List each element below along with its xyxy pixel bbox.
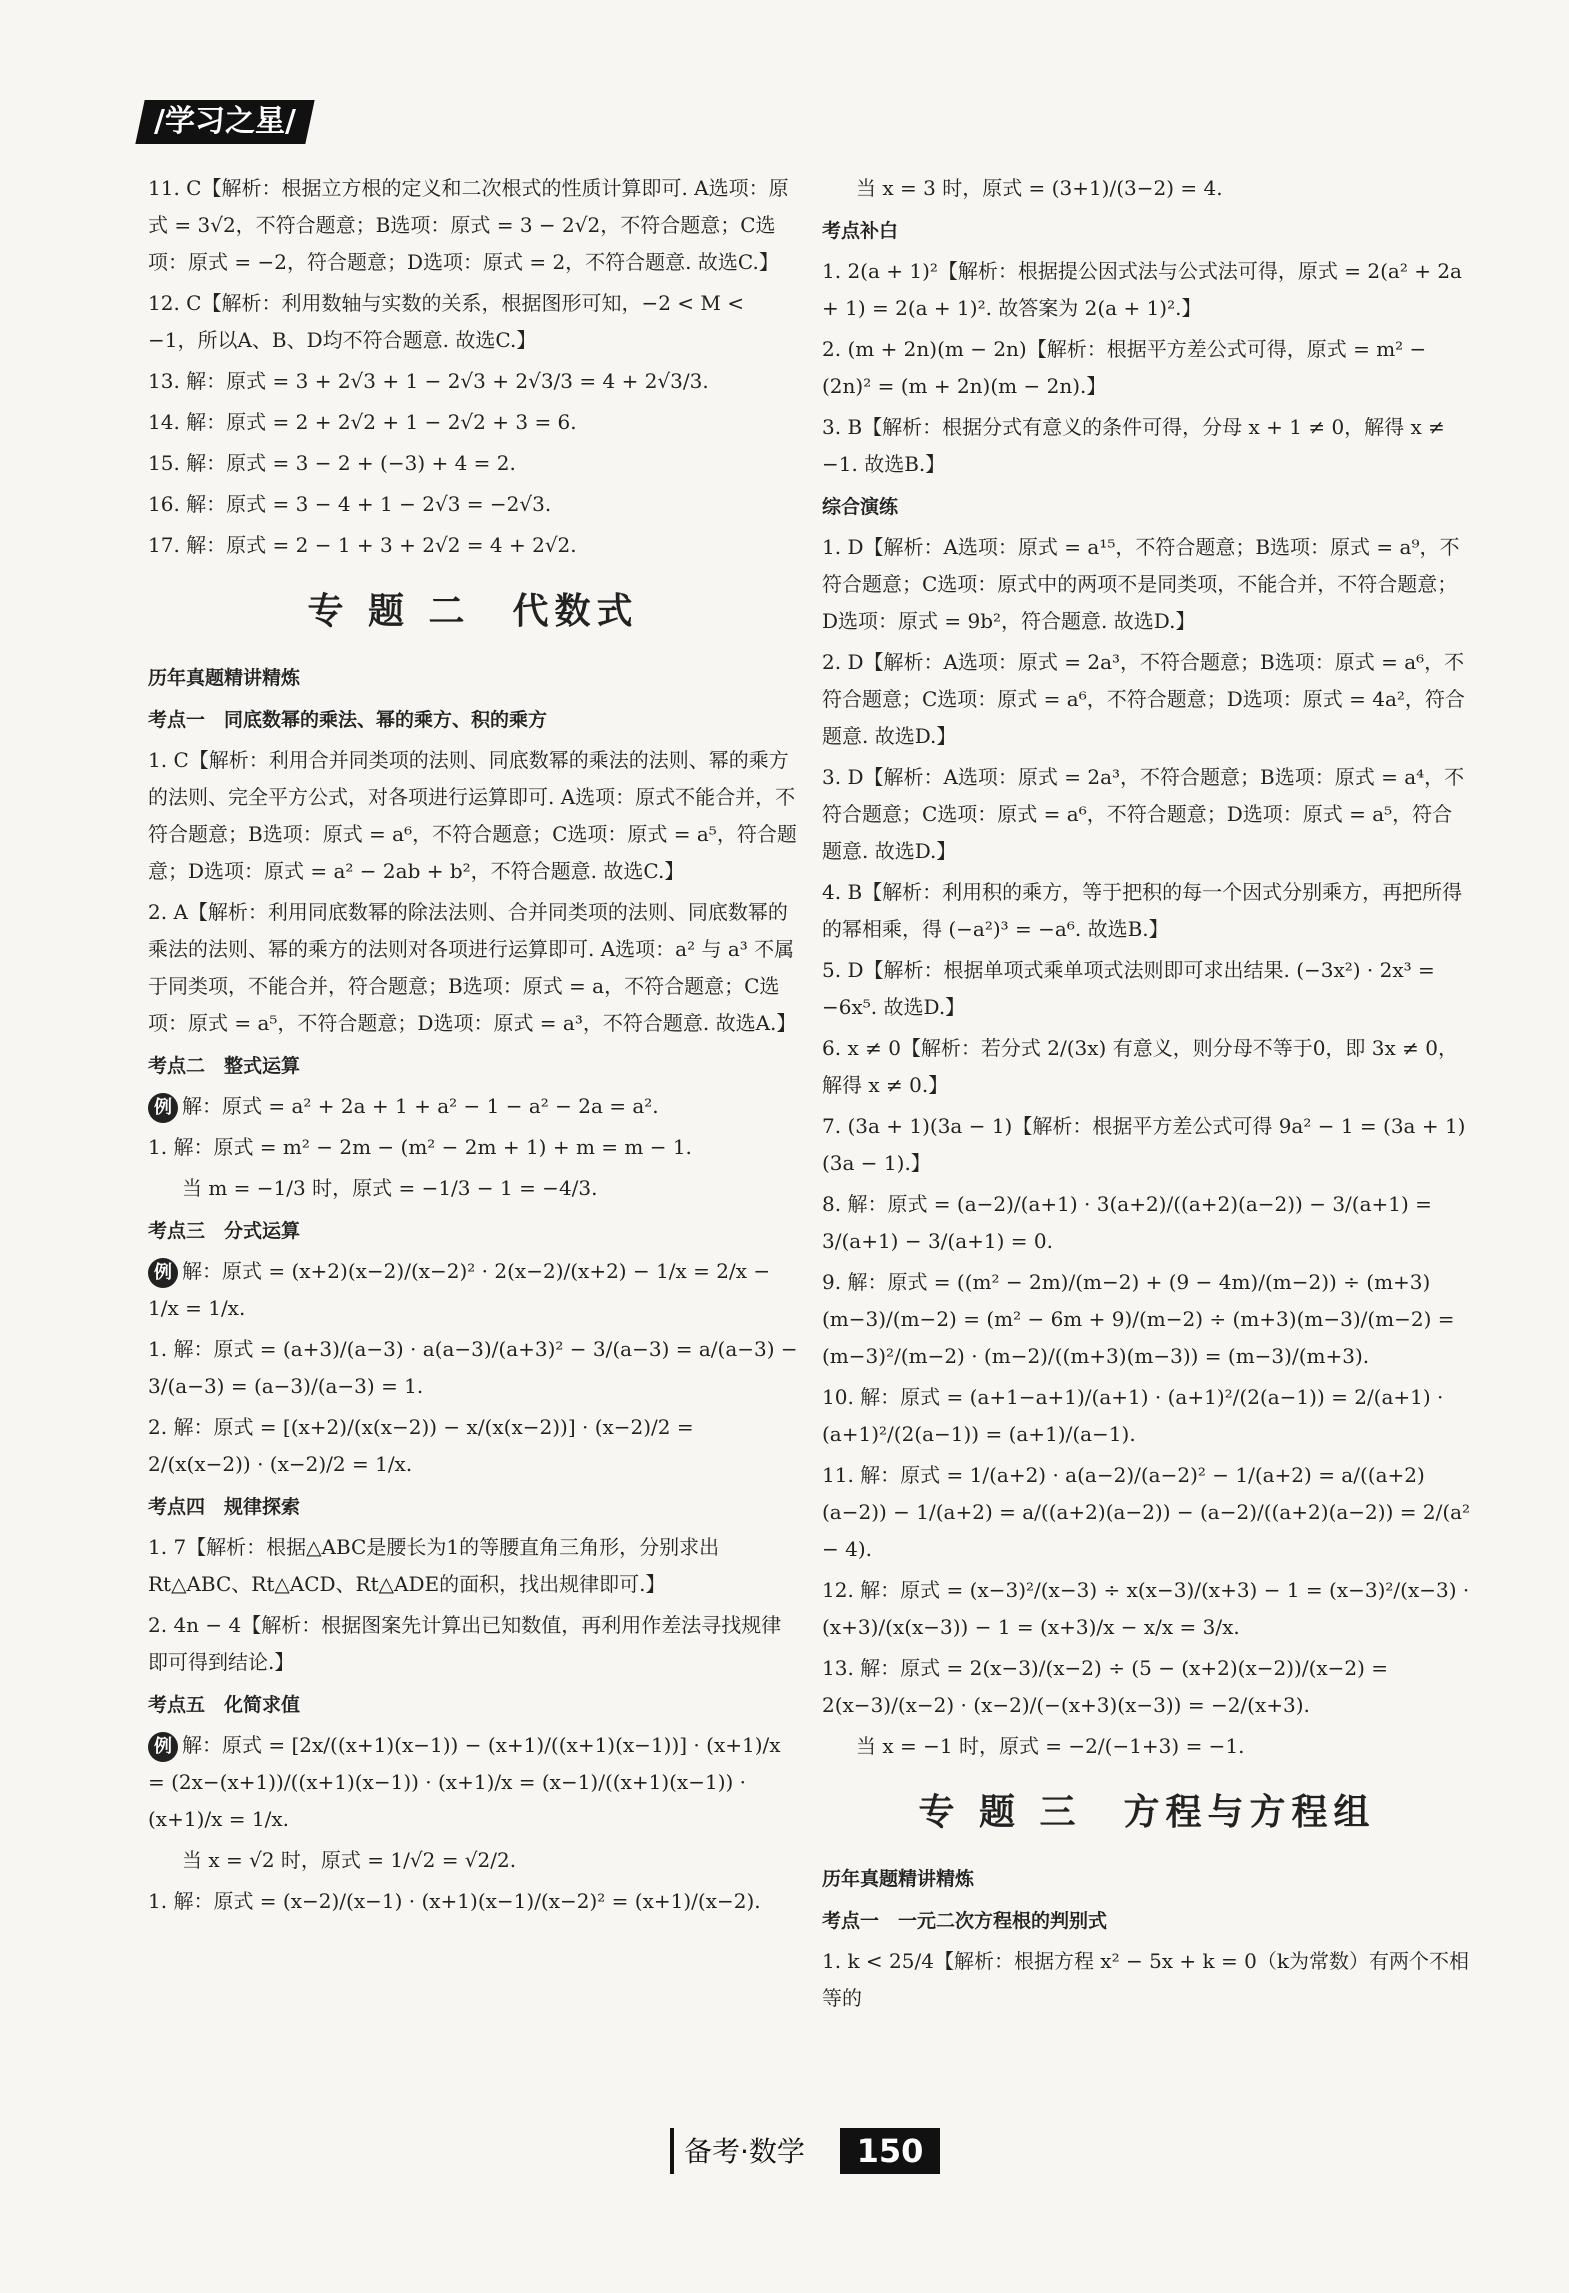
answer-item: 1. 解：原式 = m² − 2m − (m² − 2m + 1) + m = m − 1. — [148, 1135, 692, 1159]
footer-label: 备考·数学 — [684, 2135, 805, 2168]
answer-item: 当 x = −1 时，原式 = −2/(−1+3) = −1. — [856, 1734, 1245, 1758]
answer-item: 13. 解：原式 = 2(x−3)/(x−2) ÷ (5 − (x+2)(x−2))/(x−2) = 2(x−3)/(x−2) · (x−2)/(−(x+3)(x−3)) = −2/(x+3). — [822, 1656, 1389, 1717]
answer-item: 2. (m + 2n)(m − 2n)【解析：根据平方差公式可得，原式 = m² − (2n)² = (m + 2n)(m − 2n).】 — [822, 337, 1427, 398]
answer-item: 1. 7【解析：根据△ABC是腰长为1的等腰直角三角形，分别求出Rt△ABC、Rt△ACD、Rt△ADE的面积，找出规律即可.】 — [148, 1535, 720, 1596]
answer-item: 12. 解：原式 = (x−3)²/(x−3) ÷ x(x−3)/(x+3) − 1 = (x−3)²/(x−3) · (x+3)/(x(x−3)) − 1 = (x+3)/x − x/x = 3/x. — [822, 1578, 1470, 1639]
answer-item: 17. 解：原式 = 2 − 1 + 3 + 2√2 = 4 + 2√2. — [148, 533, 577, 557]
kaodian-title: 考点五 化简求值 — [148, 1694, 301, 1716]
example-item — [148, 1727, 798, 1838]
answer-item: 10. 解：原式 = (a+1−a+1)/(a+1) · (a+1)²/(2(a−1)) = 2/(a+1) · (a+1)²/(2(a−1)) = (a+1)/(a−1). — [822, 1385, 1444, 1446]
answer-item: 1. 解：原式 = (a+3)/(a−3) · a(a−3)/(a+3)² − 3/(a−3) = a/(a−3) − 3/(a−3) = (a−3)/(a−3) = 1. — [148, 1337, 798, 1398]
footer-divider — [670, 2128, 674, 2174]
example-item — [148, 1088, 798, 1125]
example-text: 解：原式 = a² + 2a + 1 + a² − 1 − a² − 2a = a². — [182, 1094, 659, 1118]
answer-item: 3. B【解析：根据分式有意义的条件可得，分母 x + 1 ≠ 0，解得 x ≠ −1. 故选B.】 — [822, 415, 1445, 476]
answer-item: 6. x ≠ 0【解析：若分式 2/(3x) 有意义，则分母不等于0，即 3x ≠ 0，解得 x ≠ 0.】 — [822, 1036, 1458, 1097]
answer-item: 13. 解：原式 = 3 + 2√3 + 1 − 2√3 + 2√3/3 = 4 + 2√3/3. — [148, 369, 709, 393]
section-heading: 考点补白 — [822, 220, 899, 242]
answer-item: 1. C【解析：利用合并同类项的法则、同底数幂的乘法的法则、幂的乘方的法则、完全平方公式，对各项进行运算即可. A选项：原式不能合并，不符合题意；B选项：原式 = a⁶，不符合题意；C选项：原式 = a⁵，符合题意；D选项：原式 = a² − 2ab + b²，不符合题意. 故选C.】 — [148, 748, 797, 883]
example-item — [148, 1253, 798, 1327]
section-heading: 历年真题精讲精炼 — [148, 667, 301, 689]
example-text: 解：原式 = [2x/((x+1)(x−1)) − (x+1)/((x+1)(x−1))] · (x+1)/x = (2x−(x+1))/((x+1)(x−1)) · (x+1)/x = (x−1)/((x+1)(x−1)) · (x+1)/x = 1/x. — [148, 1733, 781, 1831]
answer-item: 当 x = 3 时，原式 = (3+1)/(3−2) = 4. — [856, 176, 1223, 200]
kaodian-title: 考点四 规律探索 — [148, 1496, 301, 1518]
answer-item: 7. (3a + 1)(3a − 1)【解析：根据平方差公式可得 9a² − 1 = (3a + 1)(3a − 1).】 — [822, 1114, 1466, 1175]
answer-item: 5. D【解析：根据单项式乘单项式法则即可求出结果. (−3x²) · 2x³ = −6x⁵. 故选D.】 — [822, 958, 1435, 1019]
answer-item: 9. 解：原式 = ((m² − 2m)/(m−2) + (9 − 4m)/(m−2)) ÷ (m+3)(m−3)/(m−2) = (m² − 6m + 9)/(m−2) ÷ (m+3)(m−3)/(m−2) = (m−3)²/(m−2) · (m−2)/((m+3)(m−3)) = (m−3)/(m+3). — [822, 1270, 1455, 1368]
kaodian-title: 考点二 整式运算 — [148, 1055, 301, 1077]
answer-item: 1. 2(a + 1)²【解析：根据提公因式法与公式法可得，原式 = 2(a² + 2a + 1) = 2(a + 1)². 故答案为 2(a + 1)².】 — [822, 259, 1462, 320]
answer-item: 12. C【解析：利用数轴与实数的关系，根据图形可知，−2 < M < −1，所以A、B、D均不符合题意. 故选C.】 — [148, 291, 745, 352]
answer-item: 15. 解：原式 = 3 − 2 + (−3) + 4 = 2. — [148, 451, 516, 475]
answer-item: 2. A【解析：利用同底数幂的除法法则、合并同类项的法则、同底数幂的乘法的法则、幂的乘方的法则对各项进行运算即可. A选项：a² 与 a³ 不属于同类项，不能合并，符合题意；B选项：原式 = a，不符合题意；C选项：原式 = a⁵，不符合题意；D选项：原式 = a³，不符合题意. 故选A.】 — [148, 900, 797, 1035]
right-column — [822, 170, 1472, 2021]
answer-item: 4. B【解析：利用积的乘方，等于把积的每一个因式分别乘方，再把所得的幂相乘，得 (−a²)³ = −a⁶. 故选B.】 — [822, 880, 1463, 941]
example-icon: 例 — [148, 1093, 178, 1123]
answer-item: 14. 解：原式 = 2 + 2√2 + 1 − 2√2 + 3 = 6. — [148, 410, 577, 434]
answer-item: 16. 解：原式 = 3 − 4 + 1 − 2√3 = −2√3. — [148, 492, 552, 516]
brand-logo: /学习之星/ — [135, 100, 314, 144]
answer-item: 2. 4n − 4【解析：根据图案先计算出已知数值，再利用作差法寻找规律即可得到结论.】 — [148, 1613, 782, 1674]
answer-item: 11. 解：原式 = 1/(a+2) · a(a−2)/(a−2)² − 1/(a+2) = a/((a+2)(a−2)) − 1/(a+2) = a/((a+2)(a−2)) − (a−2)/((a+2)(a−2)) = 2/(a² − 4). — [822, 1463, 1471, 1561]
section-heading: 历年真题精讲精炼 — [822, 1868, 975, 1890]
left-column — [148, 170, 798, 1924]
answer-item: 8. 解：原式 = (a−2)/(a+1) · 3(a+2)/((a+2)(a−2)) − 3/(a+1) = 3/(a+1) − 3/(a+1) = 0. — [822, 1192, 1432, 1253]
answer-item: 1. D【解析：A选项：原式 = a¹⁵，不符合题意；B选项：原式 = a⁹，不符合题意；C选项：原式中的两项不是同类项，不能合并，不符合题意；D选项：原式 = 9b²，符合题意. 故选D.】 — [822, 535, 1460, 633]
topic-title: 专 题 三 方程与方程组 — [918, 1792, 1376, 1833]
answer-item: 1. k < 25/4【解析：根据方程 x² − 5x + k = 0（k为常数）有两个不相等的 — [822, 1949, 1469, 2010]
answer-item: 11. C【解析：根据立方根的定义和二次根式的性质计算即可. A选项：原式 = 3√2，不符合题意；B选项：原式 = 3 − 2√2，不符合题意；C选项：原式 = −2，符合题意；D选项：原式 = 2，不符合题意. 故选C.】 — [148, 176, 789, 274]
answer-item: 当 x = √2 时，原式 = 1/√2 = √2/2. — [182, 1848, 517, 1872]
topic-title: 专 题 二 代数式 — [307, 591, 639, 632]
kaodian-title: 考点三 分式运算 — [148, 1220, 301, 1242]
answer-item: 1. 解：原式 = (x−2)/(x−1) · (x+1)(x−1)/(x−2)² = (x+1)/(x−2). — [148, 1889, 761, 1913]
section-heading: 综合演练 — [822, 496, 899, 518]
answer-item: 2. D【解析：A选项：原式 = 2a³，不符合题意；B选项：原式 = a⁶，不符合题意；C选项：原式 = a⁶，不符合题意；D选项：原式 = 4a²，符合题意. 故选D.】 — [822, 650, 1465, 748]
kaodian-title: 考点一 一元二次方程根的判别式 — [822, 1910, 1108, 1932]
page-number: 150 — [840, 2128, 940, 2174]
example-icon: 例 — [148, 1732, 178, 1762]
answer-item: 2. 解：原式 = [(x+2)/(x(x−2)) − x/(x(x−2))] · (x−2)/2 = 2/(x(x−2)) · (x−2)/2 = 1/x. — [148, 1415, 694, 1476]
answer-item: 3. D【解析：A选项：原式 = 2a³，不符合题意；B选项：原式 = a⁴，不符合题意；C选项：原式 = a⁶，不符合题意；D选项：原式 = a⁵，符合题意. 故选D.】 — [822, 765, 1465, 863]
kaodian-title: 考点一 同底数幂的乘法、幂的乘方、积的乘方 — [148, 709, 548, 731]
example-text: 解：原式 = (x+2)(x−2)/(x−2)² · 2(x−2)/(x+2) − 1/x = 2/x − 1/x = 1/x. — [148, 1259, 771, 1320]
answer-item: 当 m = −1/3 时，原式 = −1/3 − 1 = −4/3. — [182, 1176, 598, 1200]
example-icon: 例 — [148, 1258, 178, 1288]
